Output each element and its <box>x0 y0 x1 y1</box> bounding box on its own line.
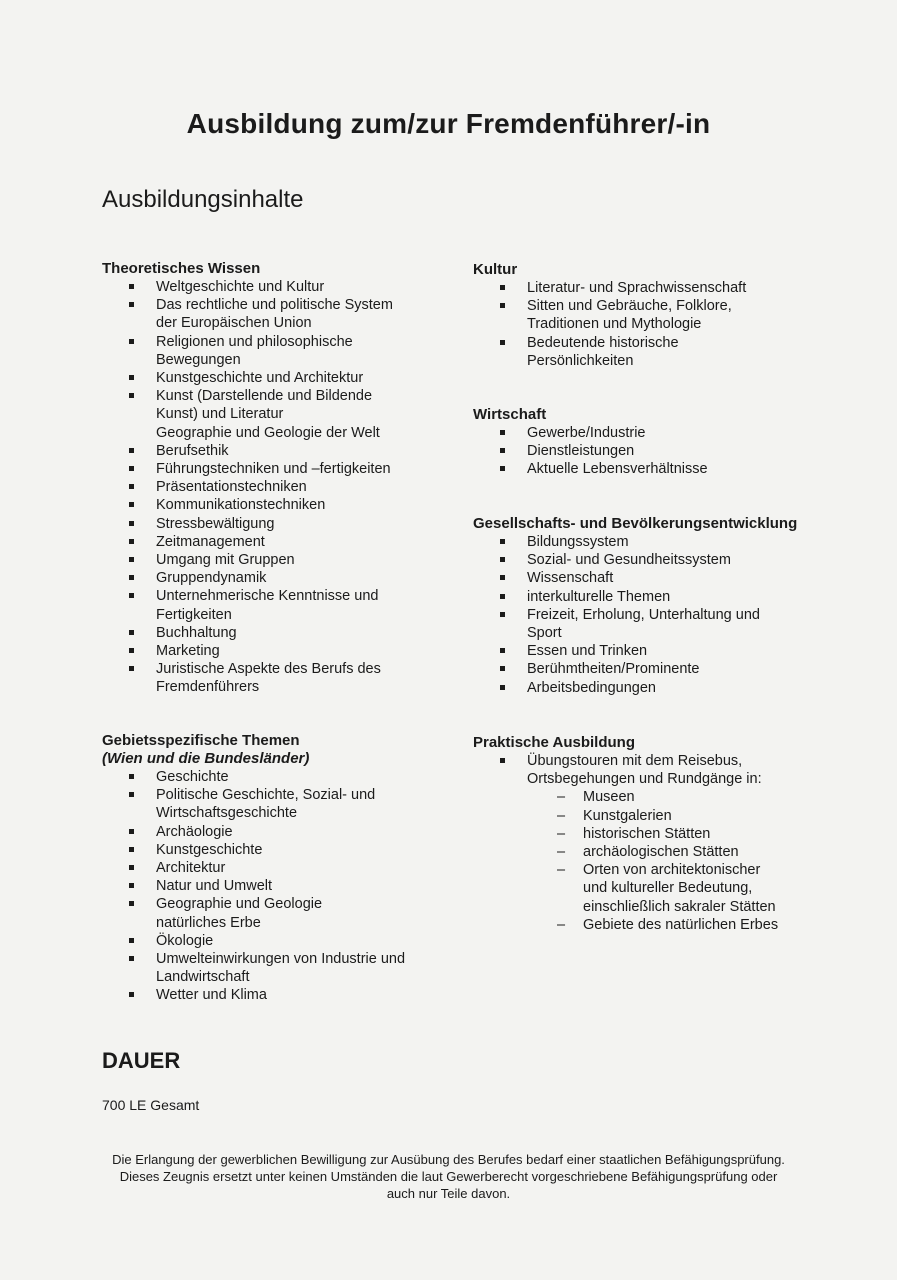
bullet-icon <box>129 829 134 834</box>
bullet-icon <box>129 992 134 997</box>
bullet-icon <box>500 594 505 599</box>
item-text: Wissenschaft <box>527 570 614 587</box>
bullet-icon <box>129 393 134 398</box>
footer-line: Die Erlangung der gewerblichen Bewilligung zur Ausübung des Berufes bedarf einer staatlichen Befähigungsprüfung. <box>112 1152 785 1167</box>
item-text: Wetter und Klima <box>156 987 267 1004</box>
bullet-icon <box>500 685 505 690</box>
list-item <box>473 660 813 678</box>
item-text: Kommunikationstechniken <box>156 497 326 514</box>
bullet-icon <box>129 502 134 507</box>
list-item <box>102 986 442 1004</box>
item-text: Bewegungen <box>156 351 241 368</box>
item-text: Wirtschaftsgeschichte <box>156 805 298 822</box>
item-list <box>102 278 442 697</box>
list-item <box>473 679 813 697</box>
bullet-icon <box>129 847 134 852</box>
list-item <box>102 533 442 551</box>
footer-line: auch nur Teile davon. <box>386 1186 511 1201</box>
item-text: Fertigkeiten <box>156 606 232 623</box>
sub-list-item <box>473 807 813 825</box>
bullet-icon <box>500 285 505 290</box>
list-item <box>102 895 442 913</box>
item-text: Umwelteinwirkungen von Industrie und <box>156 951 406 968</box>
document-subtitle: Ausbildungsinhalte <box>102 186 304 213</box>
list-item <box>102 768 442 786</box>
bullet-icon <box>129 865 134 870</box>
list-item-continuation <box>473 352 803 370</box>
item-text: Das rechtliche und politische System <box>156 297 393 314</box>
list-item-continuation <box>102 606 442 624</box>
dash-icon: – <box>557 862 566 879</box>
item-text: Literatur- und Sprachwissenschaft <box>527 280 747 296</box>
item-text: und kultureller Bedeutung, <box>583 880 753 897</box>
item-list <box>102 768 442 1005</box>
list-item-continuation <box>102 314 442 332</box>
dash-icon: – <box>557 844 566 861</box>
section-heading: Theoretisches Wissen <box>102 260 261 277</box>
bullet-icon <box>500 340 505 345</box>
list-item <box>473 606 813 624</box>
section-heading: Kultur <box>473 261 518 278</box>
item-text: interkulturelle Themen <box>527 588 671 605</box>
list-item <box>102 496 442 514</box>
item-list <box>473 752 813 788</box>
item-text: Kunst (Darstellende und Bildende <box>156 388 373 405</box>
bullet-icon <box>129 466 134 471</box>
item-text: Juristische Aspekte des Berufs des <box>156 661 381 678</box>
item-text: Sozial- und Gesundheitssystem <box>527 552 731 569</box>
bullet-icon <box>129 302 134 307</box>
item-text: Zeitmanagement <box>156 533 265 550</box>
document-title: Ausbildung zum/zur Fremdenführer/-in <box>186 108 711 139</box>
item-list <box>473 424 803 479</box>
bullet-icon <box>500 575 505 580</box>
bullet-icon <box>129 521 134 526</box>
item-text: Arbeitsbedingungen <box>527 679 656 696</box>
list-item <box>102 460 442 478</box>
item-text: der Europäischen Union <box>156 315 312 332</box>
list-item <box>102 478 442 496</box>
list-item <box>473 752 813 770</box>
item-text: Aktuelle Lebensverhältnisse <box>527 461 708 478</box>
list-item <box>102 369 442 387</box>
item-text: Natur und Umwelt <box>156 878 273 895</box>
list-item <box>102 515 442 533</box>
bullet-icon <box>129 666 134 671</box>
dash-icon: – <box>557 789 566 806</box>
dauer-text: 700 LE Gesamt <box>102 1097 200 1113</box>
dauer-heading: DAUER <box>102 1048 181 1073</box>
item-text: historischen Stätten <box>583 825 711 842</box>
item-text: Kunst) und Literatur <box>156 406 284 423</box>
item-text: Weltgeschichte und Kultur <box>156 279 325 295</box>
section-wirtschaft <box>473 406 803 479</box>
list-item <box>102 624 442 642</box>
list-item <box>102 950 442 968</box>
item-text: Traditionen und Mythologie <box>527 316 702 333</box>
list-item-continuation <box>102 968 442 986</box>
item-list <box>473 279 803 370</box>
section-kultur <box>473 261 803 370</box>
item-text: Übungstouren mit dem Reisebus, <box>527 753 743 769</box>
bullet-icon <box>129 339 134 344</box>
bullet-icon <box>500 448 505 453</box>
list-item <box>473 424 803 442</box>
sub-list-item <box>473 916 813 934</box>
sub-list-item <box>473 825 813 843</box>
list-item-continuation <box>102 424 442 442</box>
list-item-continuation <box>473 315 803 333</box>
item-text: Führungstechniken und –fertigkeiten <box>156 461 391 478</box>
item-text: Landwirtschaft <box>156 969 250 986</box>
list-item <box>102 587 442 605</box>
list-item <box>473 642 813 660</box>
list-item <box>473 334 803 352</box>
item-text: Dienstleistungen <box>527 443 635 460</box>
list-item <box>102 442 442 460</box>
item-text: Architektur <box>156 860 226 877</box>
section-praktische-ausbildung <box>473 734 813 934</box>
bullet-icon <box>129 774 134 779</box>
section-heading: Wirtschaft <box>473 406 547 423</box>
item-text: Archäologie <box>156 823 233 840</box>
sub-list-item-continuation <box>473 879 813 897</box>
sub-list-item <box>473 788 813 806</box>
list-item-continuation <box>473 770 813 788</box>
bullet-icon <box>129 539 134 544</box>
list-item-continuation <box>102 804 442 822</box>
item-text: Marketing <box>156 643 220 660</box>
item-text: Freizeit, Erholung, Unterhaltung und <box>527 606 760 623</box>
list-item <box>473 297 803 315</box>
sub-item-list <box>473 788 813 934</box>
list-item <box>102 642 442 660</box>
list-item <box>102 333 442 351</box>
item-text: Politische Geschichte, Sozial- und <box>156 787 376 804</box>
dash-icon: – <box>557 916 566 933</box>
bullet-icon <box>129 883 134 888</box>
item-text: Ökologie <box>156 932 214 949</box>
bullet-icon <box>129 375 134 380</box>
list-item <box>102 296 442 314</box>
item-text: Gewerbe/Industrie <box>527 425 646 441</box>
item-text: Geographie und Geologie <box>156 896 323 913</box>
item-text: Gruppendynamik <box>156 570 267 587</box>
item-text: Kunstgeschichte und Architektur <box>156 370 364 387</box>
list-item-continuation <box>473 624 813 642</box>
bullet-icon <box>129 448 134 453</box>
list-item <box>102 823 442 841</box>
section-gebietsspezifische-themen <box>102 732 442 1005</box>
bullet-icon <box>129 901 134 906</box>
section-gesellschaft <box>473 515 813 697</box>
item-text: Sport <box>527 625 562 642</box>
list-item <box>473 533 813 551</box>
list-item <box>102 660 442 678</box>
list-item <box>102 859 442 877</box>
item-text: Bedeutende historische <box>527 334 679 351</box>
item-text: Religionen und philosophische <box>156 333 353 350</box>
bullet-icon <box>500 612 505 617</box>
bullet-icon <box>500 539 505 544</box>
item-text: Bildungssystem <box>527 534 629 550</box>
list-item-continuation <box>102 351 442 369</box>
bullet-icon <box>500 758 505 763</box>
list-item <box>473 279 803 297</box>
section-subheading: (Wien und die Bundesländer) <box>102 750 310 767</box>
item-text: Persönlichkeiten <box>527 352 634 369</box>
section-heading: Praktische Ausbildung <box>473 734 635 751</box>
item-text: Präsentationstechniken <box>156 479 307 496</box>
list-item-continuation <box>102 914 442 932</box>
bullet-icon <box>500 466 505 471</box>
item-text: archäologischen Stätten <box>583 844 739 861</box>
item-text: Geographie und Geologie der Welt <box>156 424 380 441</box>
list-item <box>102 932 442 950</box>
item-text: Ortsbegehungen und Rundgänge in: <box>527 771 762 788</box>
bullet-icon <box>129 792 134 797</box>
bullet-icon <box>129 575 134 580</box>
bullet-icon <box>129 593 134 598</box>
section-theoretisches-wissen <box>102 260 442 697</box>
bullet-icon <box>129 956 134 961</box>
item-text: einschließlich sakraler Stätten <box>583 898 776 915</box>
list-item <box>473 551 813 569</box>
item-text: Gebiete des natürlichen Erbes <box>583 916 779 933</box>
dash-icon: – <box>557 825 566 842</box>
bullet-icon <box>129 630 134 635</box>
bullet-icon <box>129 284 134 289</box>
item-text: Berufsethik <box>156 442 229 459</box>
list-item <box>102 841 442 859</box>
bullet-icon <box>500 303 505 308</box>
list-item <box>102 551 442 569</box>
item-text: Umgang mit Gruppen <box>156 552 295 569</box>
item-text: Kunstgalerien <box>583 807 672 824</box>
item-text: Geschichte <box>156 769 229 785</box>
item-text: Museen <box>583 789 635 806</box>
footer-line: Dieses Zeugnis ersetzt unter keinen Umständen die laut Gewerberecht vorgeschriebene Befähigungsprüfung oder <box>119 1169 778 1184</box>
bullet-icon <box>500 430 505 435</box>
item-text: Unternehmerische Kenntnisse und <box>156 588 379 605</box>
bullet-icon <box>500 648 505 653</box>
item-text: Stressbewältigung <box>156 515 275 532</box>
list-item <box>102 569 442 587</box>
bullet-icon <box>129 557 134 562</box>
item-text: Fremdenführers <box>156 679 260 696</box>
sub-list-item <box>473 843 813 861</box>
list-item <box>473 442 803 460</box>
section-heading: Gesellschafts- und Bevölkerungsentwicklung <box>473 515 798 532</box>
item-text: Orten von architektonischer <box>583 862 761 879</box>
list-item-continuation <box>102 678 442 696</box>
footer-note <box>100 1151 797 1202</box>
item-text: Berühmtheiten/Prominente <box>527 661 700 678</box>
list-item-continuation <box>102 405 442 423</box>
list-item <box>473 460 803 478</box>
bullet-icon <box>500 557 505 562</box>
bullet-icon <box>500 666 505 671</box>
sub-list-item <box>473 861 813 879</box>
list-item <box>473 569 813 587</box>
item-text: Essen und Trinken <box>527 643 648 660</box>
list-item <box>102 786 442 804</box>
item-text: Kunstgeschichte <box>156 841 263 858</box>
dash-icon: – <box>557 807 566 824</box>
item-text: Buchhaltung <box>156 624 237 641</box>
sub-list-item-continuation <box>473 898 813 916</box>
list-item <box>473 588 813 606</box>
section-heading: Gebietsspezifische Themen <box>102 732 300 749</box>
list-item <box>102 877 442 895</box>
item-list <box>473 533 813 697</box>
bullet-icon <box>129 484 134 489</box>
item-text: Sitten und Gebräuche, Folklore, <box>527 298 732 315</box>
list-item <box>102 387 442 405</box>
bullet-icon <box>129 648 134 653</box>
item-text: natürliches Erbe <box>156 914 261 931</box>
list-item <box>102 278 442 296</box>
bullet-icon <box>129 938 134 943</box>
